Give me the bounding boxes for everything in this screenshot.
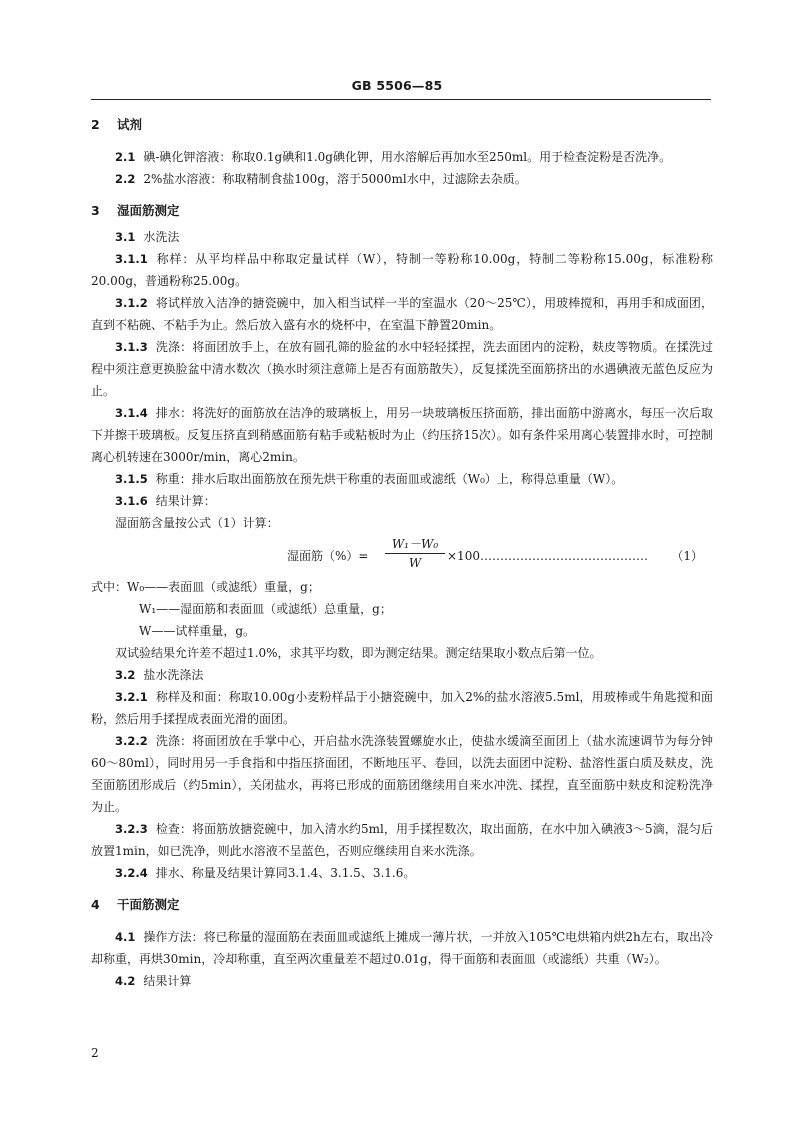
clause-number: 3.1.6	[115, 494, 148, 508]
clause-text: 称样：从平均样品中称取定量试样（W），特制一等粉称10.00g，特制二等粉称15.00g，标准粉称20.00g，普通粉称25.00g。	[91, 252, 713, 288]
standard-header: GB 5506—85	[351, 78, 443, 93]
formula-numerator: W₁－W₀	[391, 537, 439, 551]
clause-number: 4.1	[115, 930, 136, 944]
formula-tail: ×100……………………………………	[447, 549, 648, 563]
paragraph-4-2	[91, 970, 713, 992]
clause-number: 3.2	[115, 668, 136, 682]
formula-1	[91, 536, 713, 574]
section-heading-4	[91, 894, 713, 916]
clause-text: 洗涤：将面团放手上，在放有圆孔筛的脸盆的水中轻轻揉捏，洗去面团内的淀粉，麸皮等物质。在揉洗过程中须注意更换脸盆中清水数次（换水时须注意筛上是否有面筋散失），反复揉洗至面筋挤出的水遇碘液无蓝色反应为止。	[91, 340, 713, 398]
definition-w: W——试样重量，g。	[139, 624, 256, 638]
section-title: 干面筋测定	[117, 897, 180, 912]
paragraph-3-1-6	[91, 490, 713, 512]
paragraph-3-2-1	[91, 686, 713, 730]
clause-number: 3.1.3	[115, 340, 148, 354]
paragraph-3-1-1	[91, 248, 713, 292]
paragraph-4-1	[91, 926, 713, 970]
clause-number: 3.1	[115, 230, 136, 244]
paragraph-3-1-5	[91, 468, 713, 490]
variable-definitions	[91, 576, 713, 642]
clause-number: 2.2	[115, 172, 136, 186]
formula-fraction	[385, 536, 445, 571]
clause-number: 3.1.5	[115, 472, 148, 486]
clause-text: 结果计算	[143, 974, 192, 988]
document-body	[91, 114, 713, 992]
clause-text: 称重：排水后取出面筋放在预先烘干称重的表面皿或滤纸（W₀）上，称得总重量（W）。	[155, 472, 624, 486]
clause-number: 3.2.1	[115, 690, 148, 704]
subsection-title: 盐水洗涤法	[143, 668, 204, 682]
section-number: 2	[91, 117, 100, 132]
paragraph-3-1-2	[91, 292, 713, 336]
section-heading-2	[91, 114, 713, 136]
clause-number: 3.2.4	[115, 866, 148, 880]
definition-w0: 式中：W₀——表面皿（或滤纸）重量，g；	[91, 580, 320, 594]
clause-number: 3.1.4	[115, 406, 148, 420]
page-number: 2	[91, 1046, 99, 1060]
section-number: 3	[91, 203, 100, 218]
paragraph-3-2-4	[91, 862, 713, 884]
formula-lhs: 湿面筋（%）=	[287, 549, 369, 563]
clause-text: 排水：将洗好的面筋放在洁净的玻璃板上，用另一块玻璃板压挤面筋，排出面筋中游离水，每压一次后取下并擦干玻璃板。反复压挤直到稍感面筋有粘手或粘板时为止（约压挤15次）。如有条件采用离心装置排水时，可控制离心机转速在3000r/min，离心2min。	[91, 406, 713, 464]
subsection-3-2	[91, 664, 713, 686]
paragraph-3-1-4	[91, 402, 713, 468]
header-rule	[91, 99, 711, 100]
clause-number: 3.1.2	[115, 296, 148, 310]
paragraph-3-1-3	[91, 336, 713, 402]
section-number: 4	[91, 897, 100, 912]
clause-text: 结果计算：	[155, 494, 216, 508]
clause-text: 排水、称量及结果计算同3.1.4、3.1.5、3.1.6。	[155, 866, 416, 880]
section-heading-3	[91, 200, 713, 222]
tolerance-note: 双试验结果允许差不超过1.0%，求其平均数，即为测定结果。测定结果取小数点后第一位。	[115, 646, 602, 660]
clause-text: 洗涤：将面团放在手掌中心，开启盐水洗涤装置螺旋水止，使盐水缓滴至面团上（盐水流速调节为每分钟60～80ml），同时用另一手食指和中指压挤面团，不断地压平、卷回，以洗去面团中淀粉、盐溶性蛋白质及麸皮，洗至面筋团形成后（约5min），关闭盐水，再将已形成的面筋团继续用自来水冲洗、揉捏，直至面筋中麸皮和淀粉洗净为止。	[91, 734, 713, 814]
clause-number: 3.1.1	[115, 252, 148, 266]
subsection-title: 水洗法	[143, 230, 180, 244]
fraction-bar	[385, 553, 445, 554]
subsection-3-1	[91, 226, 713, 248]
clause-number: 2.1	[115, 150, 136, 164]
equation-number: （1）	[671, 549, 703, 563]
paragraph-2-1	[91, 146, 713, 168]
definition-w1: W₁——湿面筋和表面皿（或滤纸）总重量，g；	[139, 602, 392, 616]
clause-text: 称样及和面：称取10.00g小麦粉样品于小搪瓷碗中，加入2%的盐水溶液5.5ml，用玻棒或牛角匙搅和面粉，然后用手揉捏成表面光滑的面团。	[91, 690, 713, 726]
clause-text: 操作方法：将已称量的湿面筋在表面皿或滤纸上摊成一薄片状，一并放入105℃电烘箱内烘2h左右，取出冷却称重，再烘30min，冷却称重，直至两次重量差不超过0.01g，得干面筋和表面皿（或滤纸）共重（W₂）。	[91, 930, 713, 966]
paragraph-3-2-3	[91, 818, 713, 862]
clause-text: 检查：将面筋放搪瓷碗中，加入清水约5ml，用手揉捏数次，取出面筋，在水中加入碘液3～5滴，混匀后放置1min，如已洗净，则此水溶液不呈蓝色，否则应继续用自来水洗涤。	[91, 822, 713, 858]
clause-text: 碘-碘化钾溶液：称取0.1g碘和1.0g碘化钾，用水溶解后再加水至250ml。用于检查淀粉是否洗净。	[143, 150, 672, 164]
paragraph-2-2	[91, 168, 713, 190]
paragraph-3-2-2	[91, 730, 713, 818]
clause-number: 4.2	[115, 974, 136, 988]
clause-text: 将试样放入洁净的搪瓷碗中，加入相当试样一半的室温水（20～25℃），用玻棒搅和，再用手和成面团，直到不粘碗、不粘手为止。然后放入盛有水的烧杯中，在室温下静置20min。	[91, 296, 713, 332]
section-title: 湿面筋测定	[117, 203, 180, 218]
clause-number: 3.2.2	[115, 734, 148, 748]
clause-number: 3.2.3	[115, 822, 148, 836]
formula-intro: 湿面筋含量按公式（1）计算：	[115, 516, 279, 530]
section-title: 试剂	[117, 117, 143, 132]
formula-denominator: W	[408, 556, 422, 570]
clause-text: 2%盐水溶液：称取精制食盐100g，溶于5000ml水中，过滤除去杂质。	[143, 172, 527, 186]
